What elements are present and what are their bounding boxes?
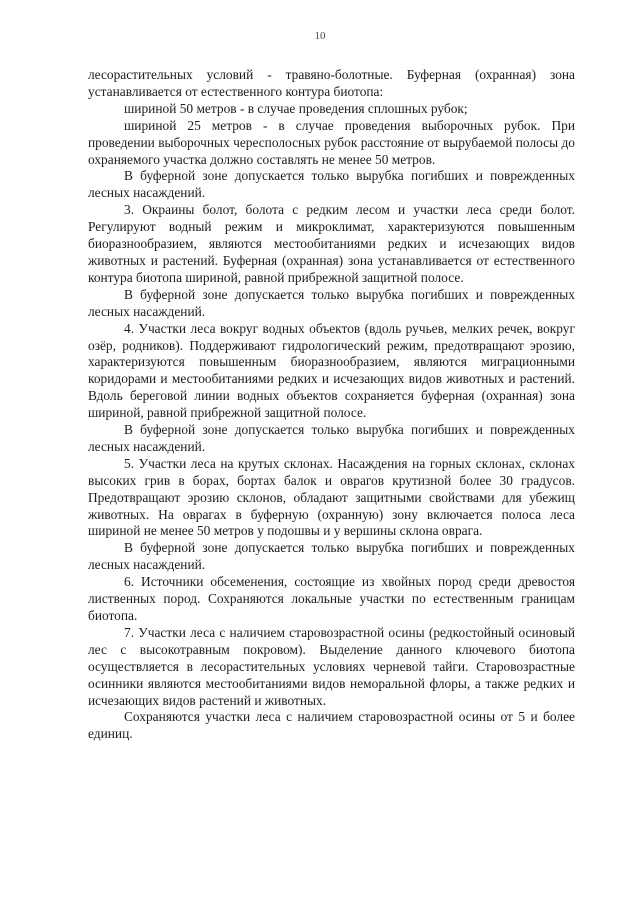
paragraph-buffer-rule: В буферной зоне допускается только вырубка погибших и поврежденных лесных насаждений. [88, 422, 575, 454]
paragraph-item-3-bogs: 3. Окраины болот, болота с редким лесом и участки леса среди болот. Регулируют водный режим и микроклимат, характеризуются повышенным биоразнообразием, являются местообитаниями редких и исчезающих видов животных и растений. Буферная (охранная) зона устанавливается от естественного контура биотопа шириной, равной прибрежной защитной полосе. [88, 202, 575, 285]
paragraph-item-4-water: 4. Участки леса вокруг водных объектов (вдоль ручьев, мелких речек, вокруг озёр, родников). Поддерживают гидрологический режим, предотвращают эрозию, характеризуются повышенным биоразнообразием, являются миграционными коридорами и местообитаниями редких и исчезающих видов животных и растений. Вдоль береговой линии водных объектов сохраняется буферная (охранная) зона шириной, равной прибрежной защитной полосе. [88, 320, 575, 421]
page-number: 10 [314, 30, 326, 42]
paragraph-clear-cut-width: шириной 50 метров - в случае проведения сплошных рубок; [124, 100, 468, 116]
paragraph-buffer-rule: В буферной зоне допускается только вырубка погибших и поврежденных лесных насаждений. [88, 168, 575, 201]
paragraph-item-5-slopes: 5. Участки леса на крутых склонах. Насаждения на горных склонах, склонах высоких грив в борах, бортах балок и оврагов крутизной более 30 градусов. Предотвращают эрозию склонов, обладают защитными свойствами для убежищ животных. На оврагах в буферную (охранную) зону включается полоса леса шириной не менее 50 метров у подошвы и у вершины склона оврага. [88, 455, 575, 539]
paragraph-aspen-preservation: Сохраняются участки леса с наличием старовозрастной осины от 5 и более единиц. [88, 709, 575, 742]
paragraph-item-6-seed-sources: 6. Источники обсеменения, состоящие из хвойных пород среди древостоя лиственных пород. Сохраняются локальные участки по естественным границам биотопа. [88, 574, 575, 623]
paragraph-item-7-aspen: 7. Участки леса с наличием старовозрастной осины (редкостойный осиновый лес с высокотравным покровом). Выделение данного ключевого биотопа осуществляется в лесорастительных условиях черневой тайги. Старовозрастные осинники являются местообитаниями видов неморальной флоры, а также редких и исчезающих видов растений и животных. [88, 624, 575, 708]
paragraph-buffer-rule: В буферной зоне допускается только вырубка погибших и поврежденных лесных насаждений. [88, 286, 575, 319]
paragraph-buffer-zone-intro: лесорастительных условий - травяно-болотные. Буферная (охранная) зона устанавливается от естественного контура биотопа: [88, 67, 575, 99]
document-body [88, 67, 575, 743]
paragraph-selective-cut-width: шириной 25 метров - в случае проведения выборочных рубок. При проведении выборочных чересполосных рубок расстояние от вырубаемой полосы до охраняемого участка должно составлять не менее 50 метров. [88, 117, 575, 167]
paragraph-buffer-rule: В буферной зоне допускается только вырубка погибших и поврежденных лесных насаждений. [88, 540, 575, 573]
